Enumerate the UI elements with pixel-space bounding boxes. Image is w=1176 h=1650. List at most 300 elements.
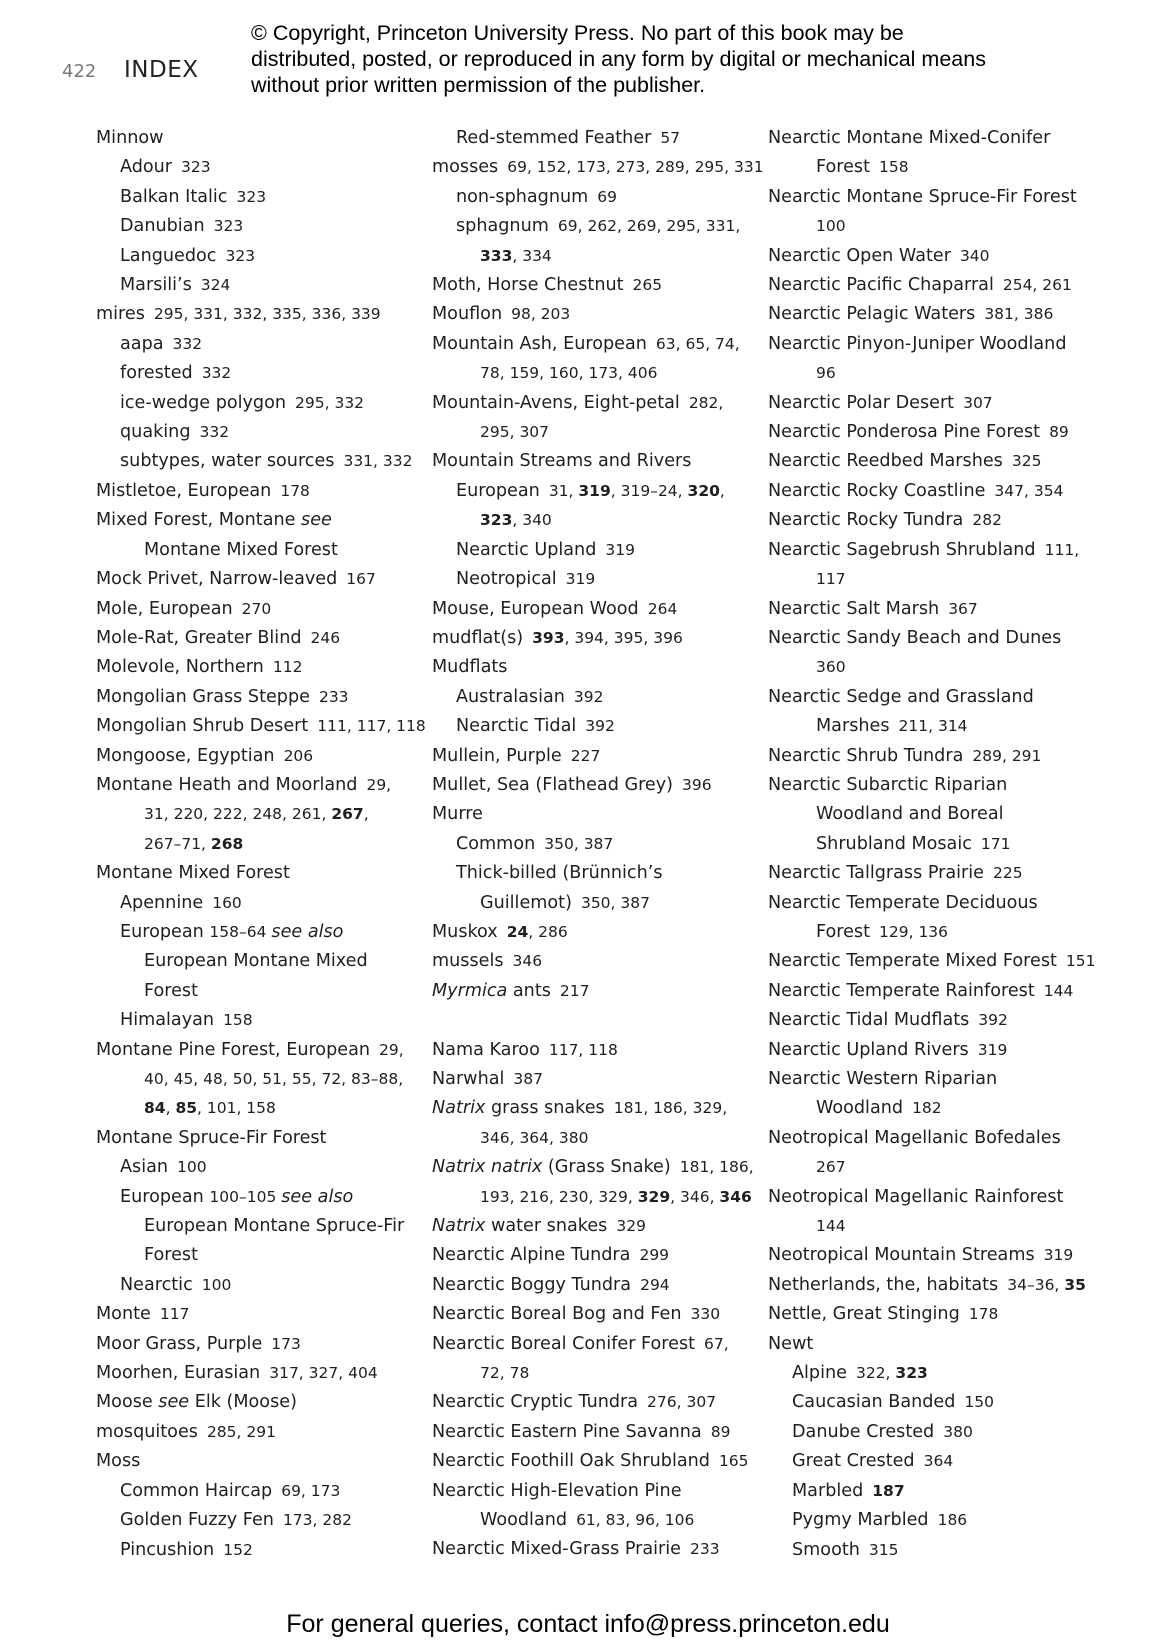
index-subentry — [96, 1477, 436, 1506]
entry-term: Moorhen, Eurasian — [96, 1363, 261, 1384]
page-reference: , 319–24, — [610, 481, 688, 500]
index-subentry — [96, 271, 436, 300]
index-entry — [96, 1124, 436, 1153]
index-entry — [768, 742, 1108, 771]
index-entry-continuation — [96, 800, 436, 829]
page-reference: 332 — [199, 423, 230, 442]
entry-term: Forest — [816, 921, 870, 942]
entry-term: Neotropical Magellanic Rainforest — [768, 1186, 1064, 1207]
page-reference: 320 — [687, 481, 720, 500]
entry-term: Nearctic Temperate Rainforest — [768, 980, 1035, 1001]
page-reference: 111, 117, 118 — [317, 717, 426, 736]
page-reference: , 334 — [512, 246, 552, 265]
page-reference: 129, 136 — [879, 922, 949, 941]
index-entry-continuation — [432, 506, 772, 535]
index-entry — [96, 624, 436, 653]
entry-term: mires — [96, 304, 145, 325]
index-entry — [768, 242, 1108, 271]
page-reference: 393 — [532, 628, 565, 647]
index-entry — [768, 889, 1108, 918]
page-reference: 89 — [1049, 423, 1069, 442]
index-entry-continuation — [432, 242, 772, 271]
index-entry — [432, 947, 772, 976]
page-reference: 380 — [943, 1422, 973, 1441]
index-entry — [96, 124, 436, 153]
section-title: INDEX — [124, 57, 199, 83]
page-reference: 330 — [690, 1305, 721, 1324]
entry-term: Alpine — [792, 1363, 847, 1384]
index-entry — [432, 1535, 772, 1564]
index-entry — [96, 653, 436, 682]
index-column-3 — [768, 124, 1108, 1565]
section-gap — [432, 1006, 772, 1035]
index-entry — [96, 1300, 436, 1329]
entry-term: Nama Karoo — [432, 1039, 540, 1060]
index-entry — [432, 742, 772, 771]
page-reference: 319 — [1043, 1246, 1074, 1265]
index-entry-continuation — [768, 918, 1108, 947]
index-entry — [432, 1300, 772, 1329]
index-entry — [96, 1036, 436, 1065]
index-entry — [432, 977, 772, 1006]
entry-term: Common — [456, 833, 536, 854]
page-reference: 85 — [175, 1099, 198, 1118]
index-entry — [96, 1447, 436, 1476]
page-reference: 98, 203 — [511, 305, 571, 324]
page-reference: , 394, 395, 396 — [564, 628, 683, 647]
index-entry — [768, 506, 1108, 535]
entry-term: quaking — [120, 422, 191, 443]
page-reference: , 346, — [670, 1187, 720, 1206]
index-entry — [768, 271, 1108, 300]
index-entry-continuation — [96, 536, 436, 565]
entry-term: Moth, Horse Chestnut — [432, 275, 624, 296]
page-reference: 267–71, — [144, 834, 211, 853]
entry-term: Mouflon — [432, 304, 503, 325]
entry-term: European Montane Spruce-Fir — [144, 1216, 405, 1237]
entry-term: Forest — [144, 980, 198, 1001]
entry-term: Neotropical Mountain Streams — [768, 1245, 1035, 1266]
index-subentry — [432, 683, 772, 712]
page-reference: 35 — [1064, 1275, 1086, 1294]
entry-term: Forest — [816, 157, 870, 178]
entry-term: Smooth — [792, 1539, 860, 1560]
index-entry — [432, 1212, 772, 1241]
index-entry-continuation — [768, 830, 1108, 859]
index-entry — [432, 1330, 772, 1359]
index-entry — [432, 1153, 772, 1182]
entry-term: Myrmica — [432, 980, 508, 1001]
page-reference: 84 — [144, 1099, 166, 1118]
page-reference: 100 — [201, 1275, 232, 1294]
index-subentry — [96, 183, 436, 212]
index-subentry — [768, 1359, 1108, 1388]
entry-term: see — [301, 510, 332, 531]
index-entry — [768, 1183, 1108, 1212]
page-reference: 323 — [181, 158, 211, 177]
index-subentry — [768, 1536, 1108, 1565]
index-entry — [96, 595, 436, 624]
entry-term: Himalayan — [120, 1010, 215, 1031]
entry-term: Molevole, Northern — [96, 657, 264, 678]
page-reference: 319 — [565, 570, 596, 589]
index-entry-continuation — [96, 977, 436, 1006]
page-reference: 282 — [972, 511, 1002, 530]
index-entry — [432, 1036, 772, 1065]
entry-term: see also — [271, 921, 344, 942]
entry-term: Danube Crested — [792, 1421, 935, 1442]
index-entry — [768, 683, 1108, 712]
entry-term: Asian — [120, 1157, 169, 1178]
entry-term: sphagnum — [456, 216, 549, 237]
page-reference: 299 — [639, 1246, 670, 1265]
page-reference: 270 — [241, 599, 272, 618]
page-reference: 347, 354 — [994, 481, 1064, 500]
entry-term: Nearctic Sagebrush Shrubland — [768, 539, 1036, 560]
page-reference: 350, 387 — [544, 834, 614, 853]
page-reference: 246 — [310, 628, 341, 647]
page-reference: 100 — [816, 217, 846, 236]
index-subentry — [96, 153, 436, 182]
entry-term: Nearctic Upland Rivers — [768, 1039, 969, 1060]
entry-term: Nearctic High-Elevation Pine — [432, 1480, 682, 1501]
page-reference: 295, 307 — [480, 423, 550, 442]
index-entry-continuation — [432, 359, 772, 388]
page-reference: 182 — [912, 1099, 942, 1118]
index-entry — [432, 595, 772, 624]
index-entry-continuation — [96, 1094, 436, 1123]
entry-term: Marsili’s — [120, 275, 192, 296]
index-entry — [768, 947, 1108, 976]
entry-term: (Grass Snake) — [542, 1157, 671, 1178]
page-reference: 34–36, — [1007, 1275, 1065, 1294]
entry-term: Nearctic Tidal Mudflats — [768, 1010, 970, 1031]
page-reference: 112 — [272, 658, 303, 677]
page-reference: 233 — [689, 1540, 720, 1559]
entry-term: Nearctic Cryptic Tundra — [432, 1392, 639, 1413]
entry-term: Nearctic Foothill Oak Shrubland — [432, 1451, 710, 1472]
index-entry — [432, 1418, 772, 1447]
entry-term: Montane Pine Forest, European — [96, 1039, 370, 1060]
page-reference: 329 — [637, 1187, 671, 1206]
index-entry-continuation — [768, 212, 1108, 241]
entry-term: Nearctic Eastern Pine Savanna — [432, 1421, 702, 1442]
page-reference: 319 — [977, 1040, 1008, 1059]
entry-term: grass snakes — [485, 1098, 605, 1119]
page-reference: 24 — [506, 922, 529, 941]
index-subentry — [96, 242, 436, 271]
page-reference: 211, 314 — [898, 717, 968, 736]
index-entry — [768, 1330, 1108, 1359]
entry-term: Nearctic Rocky Tundra — [768, 510, 964, 531]
page-reference: 265 — [632, 276, 663, 295]
entry-term: Moss — [96, 1451, 141, 1472]
index-subentry — [96, 1506, 436, 1535]
page-reference: 171 — [980, 834, 1011, 853]
page-reference: 323 — [225, 246, 256, 265]
index-entry — [96, 683, 436, 712]
index-subentry — [96, 447, 436, 476]
entry-term: Mock Privet, Narrow-leaved — [96, 569, 338, 590]
index-entry — [96, 1330, 436, 1359]
index-entry-continuation — [768, 1094, 1108, 1123]
entry-term: Pincushion — [120, 1539, 215, 1560]
index-entry — [432, 447, 772, 476]
index-entry-continuation — [768, 653, 1108, 682]
page-reference: 350, 387 — [580, 893, 650, 912]
page-reference: 117, 118 — [548, 1040, 618, 1059]
page-reference: , 286 — [528, 922, 568, 941]
page-reference: 181, 186, — [679, 1158, 754, 1177]
entry-term: Montane Mixed Forest — [96, 863, 290, 884]
index-subentry — [432, 712, 772, 741]
index-entry — [96, 1359, 436, 1388]
entry-term: Mullein, Purple — [432, 745, 562, 766]
entry-term: Mountain Streams and Rivers — [432, 451, 692, 472]
entry-term: Woodland — [816, 1098, 904, 1119]
index-entry — [768, 389, 1108, 418]
page-reference: 387 — [513, 1069, 543, 1088]
entry-term: mosquitoes — [96, 1421, 198, 1442]
entry-term: Moose — [96, 1392, 159, 1413]
page-reference: 295, 331, 332, 335, 336, 339 — [153, 305, 381, 324]
page-reference: 167 — [346, 570, 376, 589]
page-reference: 206 — [283, 746, 314, 765]
entry-term: Neotropical Magellanic Bofedales — [768, 1127, 1061, 1148]
page-number: 422 — [62, 61, 97, 82]
index-subentry — [96, 1536, 436, 1565]
index-entry — [96, 742, 436, 771]
entry-term: Guillemot) — [480, 892, 572, 913]
index-entry — [432, 918, 772, 947]
entry-term: Nettle, Great Stinging — [768, 1304, 960, 1325]
index-subentry — [432, 212, 772, 241]
entry-term: Balkan Italic — [120, 186, 228, 207]
page-reference: 294 — [640, 1275, 670, 1294]
page-reference: 117 — [816, 570, 846, 589]
page-reference: 31, 220, 222, 248, 261, — [144, 805, 332, 824]
entry-term: Mixed Forest, Montane — [96, 510, 302, 531]
index-entry — [432, 1094, 772, 1123]
index-entry — [432, 1447, 772, 1476]
page-reference: 364 — [923, 1452, 954, 1471]
entry-term: Natrix — [432, 1098, 486, 1119]
index-subentry — [96, 389, 436, 418]
page-reference: 367 — [948, 599, 978, 618]
index-entry — [432, 1241, 772, 1270]
entry-term: Montane Heath and Moorland — [96, 774, 358, 795]
entry-term: European Montane Mixed — [144, 951, 368, 972]
entry-term: Murre — [432, 804, 483, 825]
page-reference: 396 — [682, 775, 712, 794]
page-reference: 323 — [236, 187, 267, 206]
page-reference: 323 — [895, 1364, 928, 1383]
entry-term: Nearctic Boggy Tundra — [432, 1274, 632, 1295]
entry-term: Nearctic Alpine Tundra — [432, 1245, 631, 1266]
entry-term: Nearctic Pinyon-Juniper Woodland — [768, 333, 1067, 354]
index-entry — [432, 271, 772, 300]
index-entry-continuation — [768, 1153, 1108, 1182]
index-entry-continuation — [768, 359, 1108, 388]
entry-term: Narwhal — [432, 1068, 505, 1089]
page-reference: 181, 186, 329, — [613, 1099, 728, 1118]
entry-term: Elk (Moose) — [189, 1392, 297, 1413]
page-reference: 324 — [200, 276, 231, 295]
index-subentry — [768, 1477, 1108, 1506]
page-reference: 61, 83, 96, 106 — [576, 1511, 695, 1530]
entry-term: Nearctic Temperate Mixed Forest — [768, 951, 1057, 972]
page-reference: 315 — [868, 1540, 899, 1559]
entry-term: Nearctic Boreal Bog and Fen — [432, 1304, 682, 1325]
page-reference: 144 — [1043, 981, 1074, 1000]
index-column-2 — [432, 124, 772, 1565]
index-subentry — [96, 418, 436, 447]
index-entry — [768, 595, 1108, 624]
page-reference: 329 — [616, 1217, 646, 1236]
index-entry-continuation — [768, 565, 1108, 594]
page-reference: 289, 291 — [972, 746, 1042, 765]
index-entry — [96, 1388, 436, 1417]
entry-term: Nearctic Mixed-Grass Prairie — [432, 1539, 681, 1560]
index-subentry — [96, 212, 436, 241]
index-entry — [768, 1036, 1108, 1065]
entry-term: Nearctic Open Water — [768, 245, 951, 266]
page-reference: 267 — [816, 1158, 846, 1177]
page-reference: 89 — [710, 1422, 731, 1441]
index-subentry — [768, 1506, 1108, 1535]
index-entry — [432, 624, 772, 653]
index-entry-continuation — [768, 800, 1108, 829]
page-reference: 346, 364, 380 — [480, 1128, 589, 1147]
page-reference: 392 — [585, 717, 615, 736]
index-entry — [768, 1241, 1108, 1270]
page-reference: 268 — [210, 834, 244, 853]
entry-term: Nearctic Sandy Beach and Dunes — [768, 627, 1062, 648]
entry-term: Common Haircap — [120, 1480, 273, 1501]
page-reference: 282, — [688, 393, 724, 412]
entry-term: Nearctic Ponderosa Pine Forest — [768, 422, 1041, 443]
entry-term: Mongolian Grass Steppe — [96, 686, 310, 707]
entry-term: Nearctic Upland — [456, 539, 597, 560]
entry-term: Apennine — [120, 892, 204, 913]
entry-term: Mullet, Sea (Flathead Grey) — [432, 774, 674, 795]
entry-term: Nearctic Tidal — [456, 716, 577, 737]
index-entry — [432, 1271, 772, 1300]
page-reference: 360 — [816, 658, 846, 677]
page-reference: 158–64 — [209, 922, 272, 941]
entry-term: Nearctic Montane Spruce-Fir Forest — [768, 186, 1077, 207]
index-entry — [768, 1065, 1108, 1094]
entry-term: Shrubland Mosaic — [816, 833, 972, 854]
index-subentry — [432, 477, 772, 506]
entry-term: Natrix — [432, 1216, 486, 1237]
index-entry — [432, 771, 772, 800]
entry-term: Golden Fuzzy Fen — [120, 1510, 274, 1531]
index-subentry — [96, 918, 436, 947]
entry-term: Moor Grass, Purple — [96, 1333, 263, 1354]
index-entry — [768, 124, 1108, 153]
entry-term: Nearctic Boreal Conifer Forest — [432, 1333, 696, 1354]
page-reference: 69, 152, 173, 273, 289, 295, 331 — [507, 158, 764, 177]
page-reference: 63, 65, 74, — [655, 334, 740, 353]
index-entry-continuation — [96, 1212, 436, 1241]
page-reference: 285, 291 — [206, 1422, 276, 1441]
page-reference: 332 — [172, 334, 203, 353]
index-subentry — [96, 889, 436, 918]
page-reference: , 340 — [512, 511, 552, 530]
page-reference: 325 — [1011, 452, 1042, 471]
page-reference: 317, 327, 404 — [269, 1364, 378, 1383]
index-entry — [432, 330, 772, 359]
index-entry-continuation — [768, 153, 1108, 182]
entry-term: Natrix natrix — [432, 1157, 543, 1178]
page-reference: 307 — [963, 393, 993, 412]
entry-term: Nearctic Salt Marsh — [768, 598, 940, 619]
index-entry — [768, 183, 1108, 212]
page-reference: 323 — [213, 217, 244, 236]
page-reference: 333 — [480, 246, 513, 265]
page-reference: 233 — [318, 687, 349, 706]
entry-term: see — [158, 1392, 190, 1413]
page-reference: 117 — [159, 1305, 190, 1324]
page-reference: 346 — [512, 952, 543, 971]
page-reference: 392 — [978, 1011, 1008, 1030]
page-reference: 29, — [379, 1040, 404, 1059]
page-reference: 100–105 — [209, 1187, 282, 1206]
entry-term: Muskox — [432, 921, 498, 942]
index-subentry — [432, 183, 772, 212]
contact-footer: For general queries, contact info@press.princeton.edu — [286, 1610, 890, 1638]
entry-term: Nearctic Pacific Chaparral — [768, 275, 994, 296]
entry-term: Montane Mixed Forest — [144, 539, 338, 560]
index-entry — [96, 565, 436, 594]
entry-term: Nearctic Rocky Coastline — [768, 480, 986, 501]
index-entry-continuation — [432, 418, 772, 447]
page-reference: 340 — [959, 246, 990, 265]
entry-term: Nearctic Sedge and Grassland — [768, 686, 1034, 707]
index-entry — [96, 1418, 436, 1447]
entry-term: European — [120, 1186, 210, 1207]
page-reference: 100 — [177, 1158, 207, 1177]
page-reference: 322, — [855, 1364, 896, 1383]
index-entry-continuation — [432, 1124, 772, 1153]
index-subentry — [432, 830, 772, 859]
entry-term: Mole-Rat, Greater Blind — [96, 627, 302, 648]
index-column-1 — [96, 124, 436, 1565]
index-subentry — [768, 1388, 1108, 1417]
index-subentry — [432, 536, 772, 565]
page-reference: 150 — [964, 1393, 995, 1412]
page-reference: 295, 332 — [295, 393, 365, 412]
entry-term: Thick-billed (Brünnich’s — [456, 863, 663, 884]
index-entry-continuation — [96, 830, 436, 859]
entry-term: European — [120, 921, 210, 942]
index-subentry — [96, 1153, 436, 1182]
index-entry — [432, 1388, 772, 1417]
index-entry — [432, 389, 772, 418]
page-reference: 57 — [660, 129, 681, 147]
index-entry — [768, 977, 1108, 1006]
page-reference: 152 — [223, 1540, 253, 1559]
page-reference: 111, — [1044, 540, 1080, 559]
index-entry — [768, 624, 1108, 653]
page-reference: 193, 216, 230, 329, — [480, 1187, 638, 1206]
entry-term: ants — [507, 980, 551, 1001]
page-reference: 69, 173 — [281, 1481, 341, 1500]
index-subentry — [96, 1271, 436, 1300]
page-reference: 96 — [816, 364, 836, 383]
page-reference: 217 — [559, 981, 590, 1000]
